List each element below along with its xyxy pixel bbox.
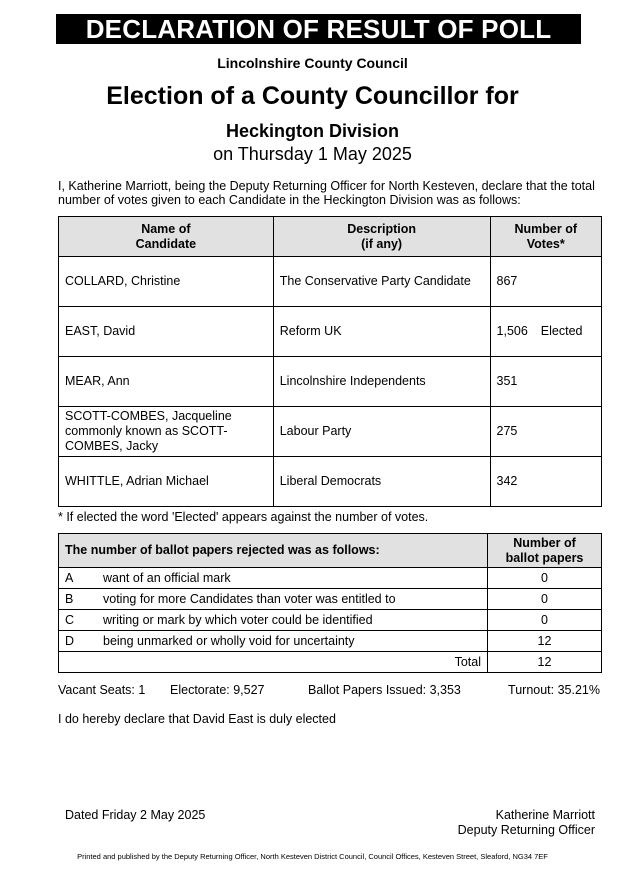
candidate-name: EAST, David (59, 307, 274, 357)
header-desc-line1: Description (347, 221, 416, 236)
candidate-table (58, 216, 602, 507)
rejected-header-label: The number of ballot papers rejected was as follows: (59, 534, 488, 568)
candidate-description: Reform UK (273, 307, 490, 357)
rejected-total-value: 12 (488, 652, 602, 673)
table-row (59, 610, 602, 631)
candidate-name: MEAR, Ann (59, 357, 274, 407)
rejected-table-header (59, 534, 602, 568)
rejection-letter: C (65, 613, 75, 627)
header-votes-line2: Votes* (526, 236, 565, 251)
result-declaration: I do hereby declare that David East is duly elected (58, 712, 336, 726)
candidate-votes-cell (490, 457, 601, 507)
division-name: Heckington Division (225, 121, 400, 141)
election-date: on Thursday 1 May 2025 (213, 144, 412, 164)
table-row (59, 407, 602, 457)
candidate-name: COLLARD, Christine (59, 257, 274, 307)
rejection-reason: voting for more Candidates than voter was entitled to (103, 592, 396, 606)
rejection-reason-cell (59, 589, 488, 610)
candidate-votes: 275 (496, 424, 518, 438)
table-row (59, 631, 602, 652)
table-row (59, 307, 602, 357)
candidate-description: Labour Party (273, 407, 490, 457)
candidate-name: SCOTT-COMBES, Jacqueline commonly known as SCOTT-COMBES, Jacky (59, 407, 274, 457)
officer-signature-block (458, 808, 595, 838)
rejection-letter: B (65, 592, 74, 606)
candidate-votes: 351 (496, 374, 518, 388)
council-name: Lincolnshire County Council (217, 55, 408, 71)
turnout: Turnout: 35.21% (508, 683, 600, 697)
declaration-banner: DECLARATION OF RESULT OF POLL (56, 14, 581, 44)
header-description (273, 217, 490, 257)
header-votes (490, 217, 601, 257)
header-name-line1: Name of (141, 221, 191, 236)
rejected-ballots-table (58, 533, 602, 673)
rejection-letter: D (65, 634, 75, 648)
rejection-reason-cell (59, 568, 488, 589)
elected-marker: Elected (540, 324, 583, 338)
rejected-total-row (59, 652, 602, 673)
rejection-letter: A (65, 571, 74, 585)
rejection-reason: being unmarked or wholly void for uncertainty (103, 634, 355, 648)
candidate-name: WHITTLE, Adrian Michael (59, 457, 274, 507)
rejection-count: 0 (488, 568, 602, 589)
table-row (59, 257, 602, 307)
header-name-line2: Candidate (135, 236, 197, 251)
rejection-reason: want of an official mark (103, 571, 231, 585)
candidate-description: The Conservative Party Candidate (273, 257, 490, 307)
rejected-total-label: Total (59, 652, 488, 673)
rejection-reason: writing or mark by which voter could be identified (103, 613, 373, 627)
candidate-table-header (59, 217, 602, 257)
rejected-header-count (488, 534, 602, 568)
elected-footnote: * If elected the word 'Elected' appears against the number of votes. (58, 510, 429, 524)
table-row (59, 589, 602, 610)
rejected-header-line2: ballot papers (505, 550, 584, 565)
ballot-papers-issued: Ballot Papers Issued: 3,353 (308, 683, 461, 697)
rejection-count: 0 (488, 589, 602, 610)
header-name (59, 217, 274, 257)
candidate-description: Lincolnshire Independents (273, 357, 490, 407)
officer-title: Deputy Returning Officer (457, 823, 595, 837)
header-votes-line1: Number of (514, 221, 577, 236)
officer-name: Katherine Marriott (495, 808, 595, 822)
header-desc-line2: (if any) (361, 236, 403, 251)
rejection-count: 0 (488, 610, 602, 631)
candidate-votes: 867 (496, 274, 518, 288)
table-row (59, 568, 602, 589)
rejection-count: 12 (488, 631, 602, 652)
candidate-votes: 342 (496, 474, 518, 488)
candidate-description: Liberal Democrats (273, 457, 490, 507)
candidate-votes-cell (490, 357, 601, 407)
rejected-header-line1: Number of (513, 535, 576, 550)
imprint: Printed and published by the Deputy Returning Officer, North Kesteven District Council, Council Offices, Kesteven Street, Sleaford, NG34 7EF (77, 852, 548, 861)
declaration-text: I, Katherine Marriott, being the Deputy Returning Officer for North Kesteven, declare that the total number of votes given to each Candidate in the Heckington Division was as follows: (58, 179, 595, 207)
table-row (59, 357, 602, 407)
candidate-votes-cell (490, 307, 601, 357)
rejection-reason-cell (59, 631, 488, 652)
table-row (59, 457, 602, 507)
electorate: Electorate: 9,527 (170, 683, 265, 697)
candidate-votes-cell (490, 257, 601, 307)
candidate-votes-cell (490, 407, 601, 457)
election-title: Election of a County Councillor for (106, 82, 519, 110)
vacant-seats: Vacant Seats: 1 (58, 683, 146, 697)
candidate-votes: 1,506 (496, 324, 528, 338)
dated-line: Dated Friday 2 May 2025 (65, 808, 206, 822)
rejection-reason-cell (59, 610, 488, 631)
